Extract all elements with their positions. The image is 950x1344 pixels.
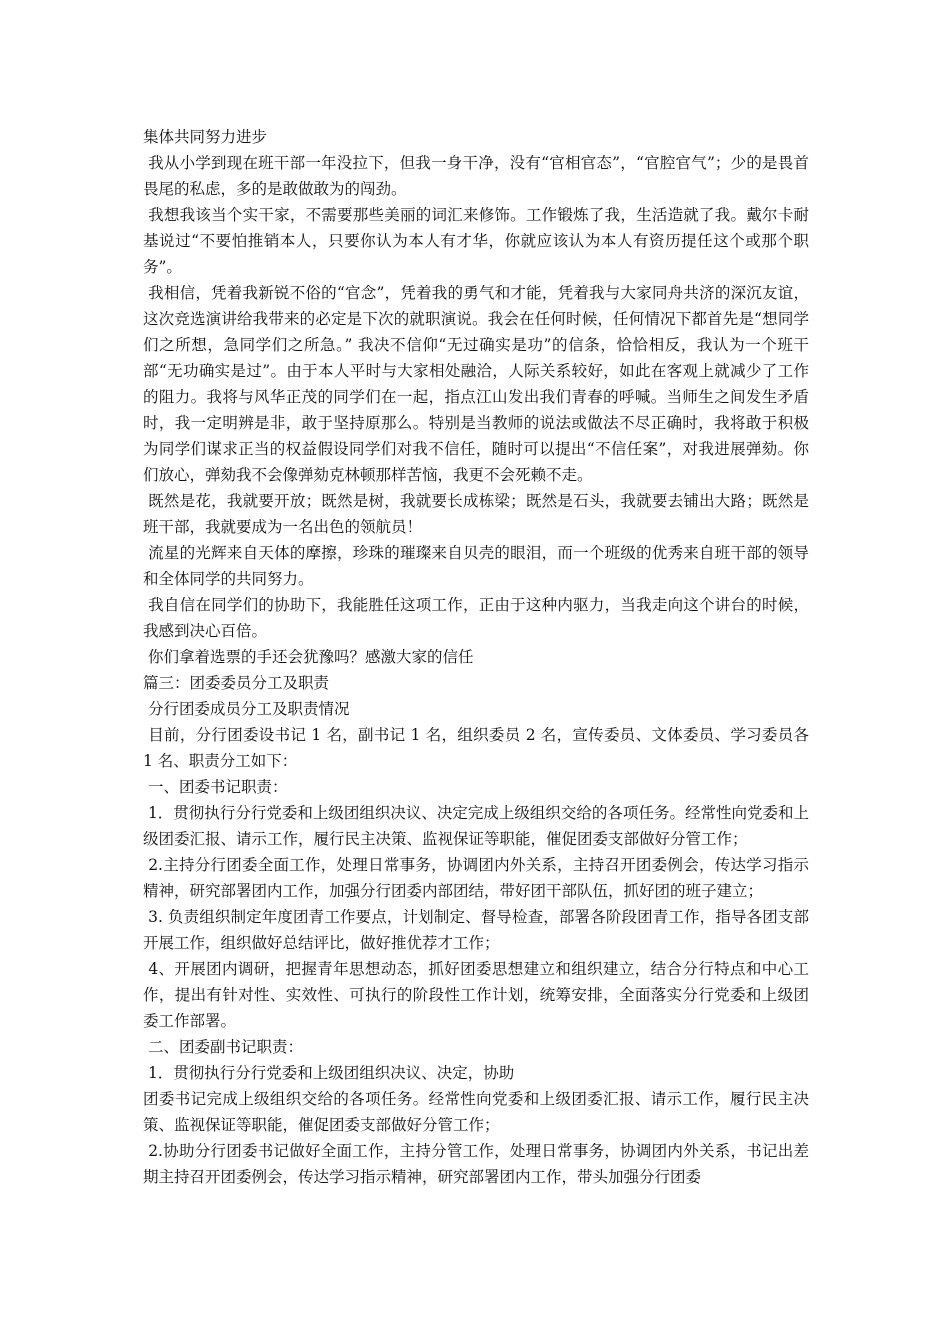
paragraph: 我自信在同学们的协助下，我能胜任这项工作，正由于这种内驱力，当我走向这个讲台的时候，我感到决心百倍。 (143, 596, 809, 640)
list-item: 2.主持分行团委全面工作，处理日常事务，协调团内外关系，主持召开团委例会，传达学习指示精神，研究部署团内工作，加强分行团委内部团结，带好团干部队伍，抓好团的班子建立； (143, 856, 809, 900)
paragraph: 目前，分行团委设书记 1 名，副书记 1 名，组织委员 2 名，宣传委员、文体委员、学习委员各 1 名、职责分工如下： (143, 726, 814, 770)
list-item: 1．贯彻执行分行党委和上级团组织决议、决定，协助 (143, 1064, 515, 1082)
paragraph: 我相信，凭着我新锐不俗的“官念”，凭着我的勇气和才能，凭着我与大家同舟共济的深沉友谊，这次竞选演讲给我带来的必定是下次的就职演说。我会在任何时候，任何情况下都首先是“想同学们之所想，急同学们之所急。” 我决不信仰“无过确实是功”的信条，恰恰相反，我认为一个班干部“无功确实是过”。由于本人平时与大家相处融洽，人际关系较好，如此在客观上就减少了工作的阻力。我将与风华正茂的同学们在一起，指点江山发出我们青春的呼喊。当师生之间发生矛盾时，我一定明辨是非，敢于坚持原那么。特别是当教师的说法或做法不尽正确时，我将敢于积极为同学们谋求正当的权益假设同学们对我不信任，随时可以提出“不信任案”，对我进展弹劾。你们放心，弹劾我不会像弹劾克林顿那样苦恼，我更不会死赖不走。 (143, 284, 809, 484)
paragraph: 集体共同努力进步 (143, 128, 268, 146)
list-item: 3. 负责组织制定年度团青工作要点，计划制定、督导检查，部署各阶段团青工作，指导各团支部开展工作，组织做好总结评比，做好推优荐才工作； (143, 908, 810, 952)
paragraph: 分行团委成员分工及职责情况 (143, 700, 350, 718)
paragraph: 团委书记完成上级组织交给的各项任务。经常性向党委和上级团委汇报、请示工作，履行民主决策、监视保证等职能，催促团委支部做好分管工作； (143, 1090, 809, 1134)
paragraph: 我想我该当个实干家，不需要那些美丽的词汇来修饰。工作锻炼了我，生活造就了我。戴尔卡耐基说过“不要怕推销本人，只要你认为本人有才华，你就应该认为本人有资历提任这个或那个职务”。 (143, 206, 809, 276)
paragraph: 我从小学到现在班干部一年没拉下，但我一身干净，没有“官相官态”，“官腔官气”；少的是畏首畏尾的私虑，多的是敢做敢为的闯劲。 (143, 154, 809, 198)
document-body (143, 124, 814, 1190)
list-item: 2.协助分行团委书记做好全面工作，主持分管工作，处理日常事务，协调团内外关系，书记出差期主持召开团委例会，传达学习指示精神，研究部署团内工作，带头加强分行团委 (143, 1142, 809, 1186)
paragraph: 既然是花，我就要开放；既然是树，我就要长成栋梁；既然是石头，我就要去铺出大路；既然是班干部，我就要成为一名出色的领航员！ (143, 492, 809, 536)
list-item: 4、开展团内调研，把握青年思想动态，抓好团委思想建立和组织建立，结合分行特点和中心工作，提出有针对性、实效性、可执行的阶段性工作计划，统筹安排，全面落实分行党委和上级团委工作部署。 (143, 960, 809, 1030)
paragraph: 你们拿着选票的手还会犹豫吗？感激大家的信任 (143, 648, 474, 666)
paragraph: 流星的光辉来自天体的摩擦，珍珠的璀璨来自贝壳的眼泪，而一个班级的优秀来自班干部的领导和全体同学的共同努力。 (143, 544, 809, 588)
subsection-heading: 二、团委副书记职责： (143, 1038, 303, 1056)
list-item: 1．贯彻执行分行党委和上级团组织决议、决定完成上级组织交给的各项任务。经常性向党委和上级团委汇报、请示工作，履行民主决策、监视保证等职能，催促团委支部做好分管工作； (143, 804, 809, 848)
subsection-heading: 一、团委书记职责： (143, 778, 288, 796)
section-heading: 篇三：团委委员分工及职责 (143, 674, 330, 692)
